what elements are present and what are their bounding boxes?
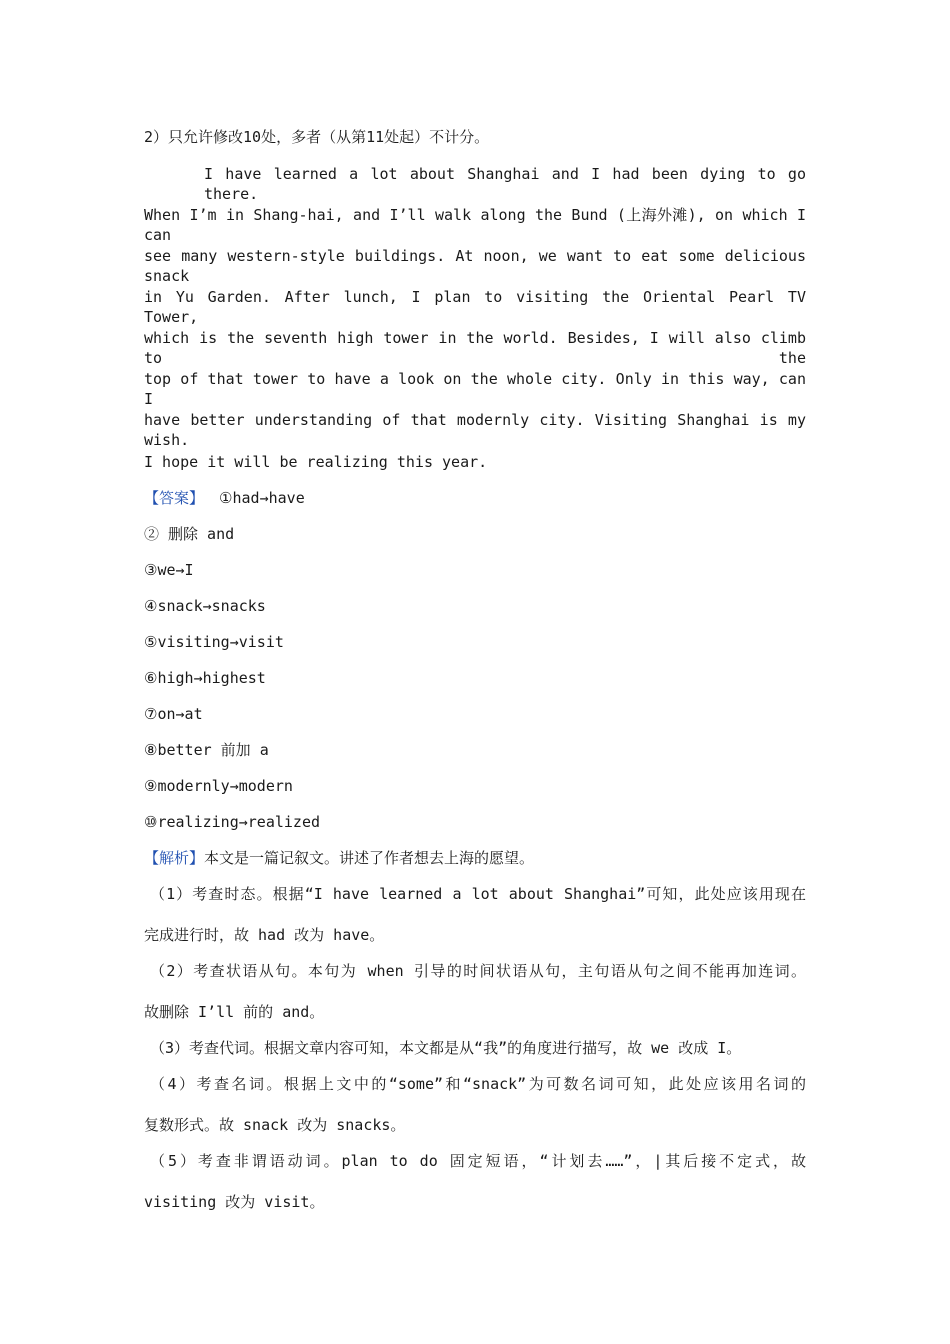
- answer-item: ⑧better 前加 a: [144, 741, 269, 759]
- answer-item: ⑥high→highest: [144, 669, 266, 687]
- answer-tag: 【答案】: [144, 489, 205, 507]
- passage-line: which is the seventh high tower in the world. Besides, I will also climb to the: [144, 329, 806, 367]
- answer-item: ⑤visiting→visit: [144, 633, 284, 651]
- answer-item: ③we→I: [144, 561, 194, 579]
- answer-item: ④snack→snacks: [144, 597, 266, 615]
- passage-line: I hope it will be realizing this year.: [144, 453, 488, 471]
- analysis-line: （5）考查非谓语动词。plan to do 固定短语，“计划去……”，|其后接不定式，故: [150, 1152, 806, 1170]
- analysis-line: （2）考查状语从句。本句为 when 引导的时间状语从句，主句语从句之间不能再加连词。: [150, 962, 806, 980]
- answer-item: ⑦on→at: [144, 705, 203, 723]
- analysis-line: （3）考查代词。根据文章内容可知，本文都是从“我”的角度进行描写，故 we 改成 I。: [150, 1039, 742, 1057]
- analysis-line: （4）考查名词。根据上文中的“some”和“snack”为可数名词可知，此处应该用名词的: [150, 1075, 806, 1093]
- analysis-intro-row: [144, 848, 534, 868]
- passage-line: in Yu Garden. After lunch, I plan to visiting the Oriental Pearl TV Tower,: [144, 288, 806, 326]
- passage-line: I have learned a lot about Shanghai and I had been dying to go there.: [204, 165, 806, 203]
- answer-item: ⑩realizing→realized: [144, 813, 321, 831]
- analysis-line: 完成进行时，故 had 改为 have。: [144, 926, 385, 944]
- analysis-line: 复数形式。故 snack 改为 snacks。: [144, 1116, 406, 1134]
- answer-first-row: [144, 488, 305, 508]
- analysis-tag: 【解析】: [144, 849, 205, 867]
- passage-line: have better understanding of that modernly city. Visiting Shanghai is my wish.: [144, 411, 806, 449]
- analysis-line: （1）考查时态。根据“I have learned a lot about Shanghai”可知，此处应该用现在: [150, 885, 806, 903]
- instruction-text: 2）只允许修改10处，多者（从第11处起）不计分。: [144, 128, 490, 146]
- answer-item: ⑨modernly→modern: [144, 777, 293, 795]
- passage-line: top of that tower to have a look on the whole city. Only in this way, can I: [144, 370, 806, 408]
- answer-item: ② 删除 and: [144, 525, 235, 543]
- analysis-intro: 本文是一篇记叙文。讲述了作者想去上海的愿望。: [204, 849, 535, 867]
- passage-line: see many western-style buildings. At noon, we want to eat some delicious snack: [144, 247, 806, 285]
- analysis-line: 故删除 I’ll 前的 and。: [144, 1003, 325, 1021]
- passage-line: When I’m in Shang-hai, and I’ll walk along the Bund (上海外滩), on which I can: [144, 206, 806, 244]
- answer-item: ①had→have: [219, 489, 305, 507]
- analysis-line: visiting 改为 visit。: [144, 1193, 325, 1211]
